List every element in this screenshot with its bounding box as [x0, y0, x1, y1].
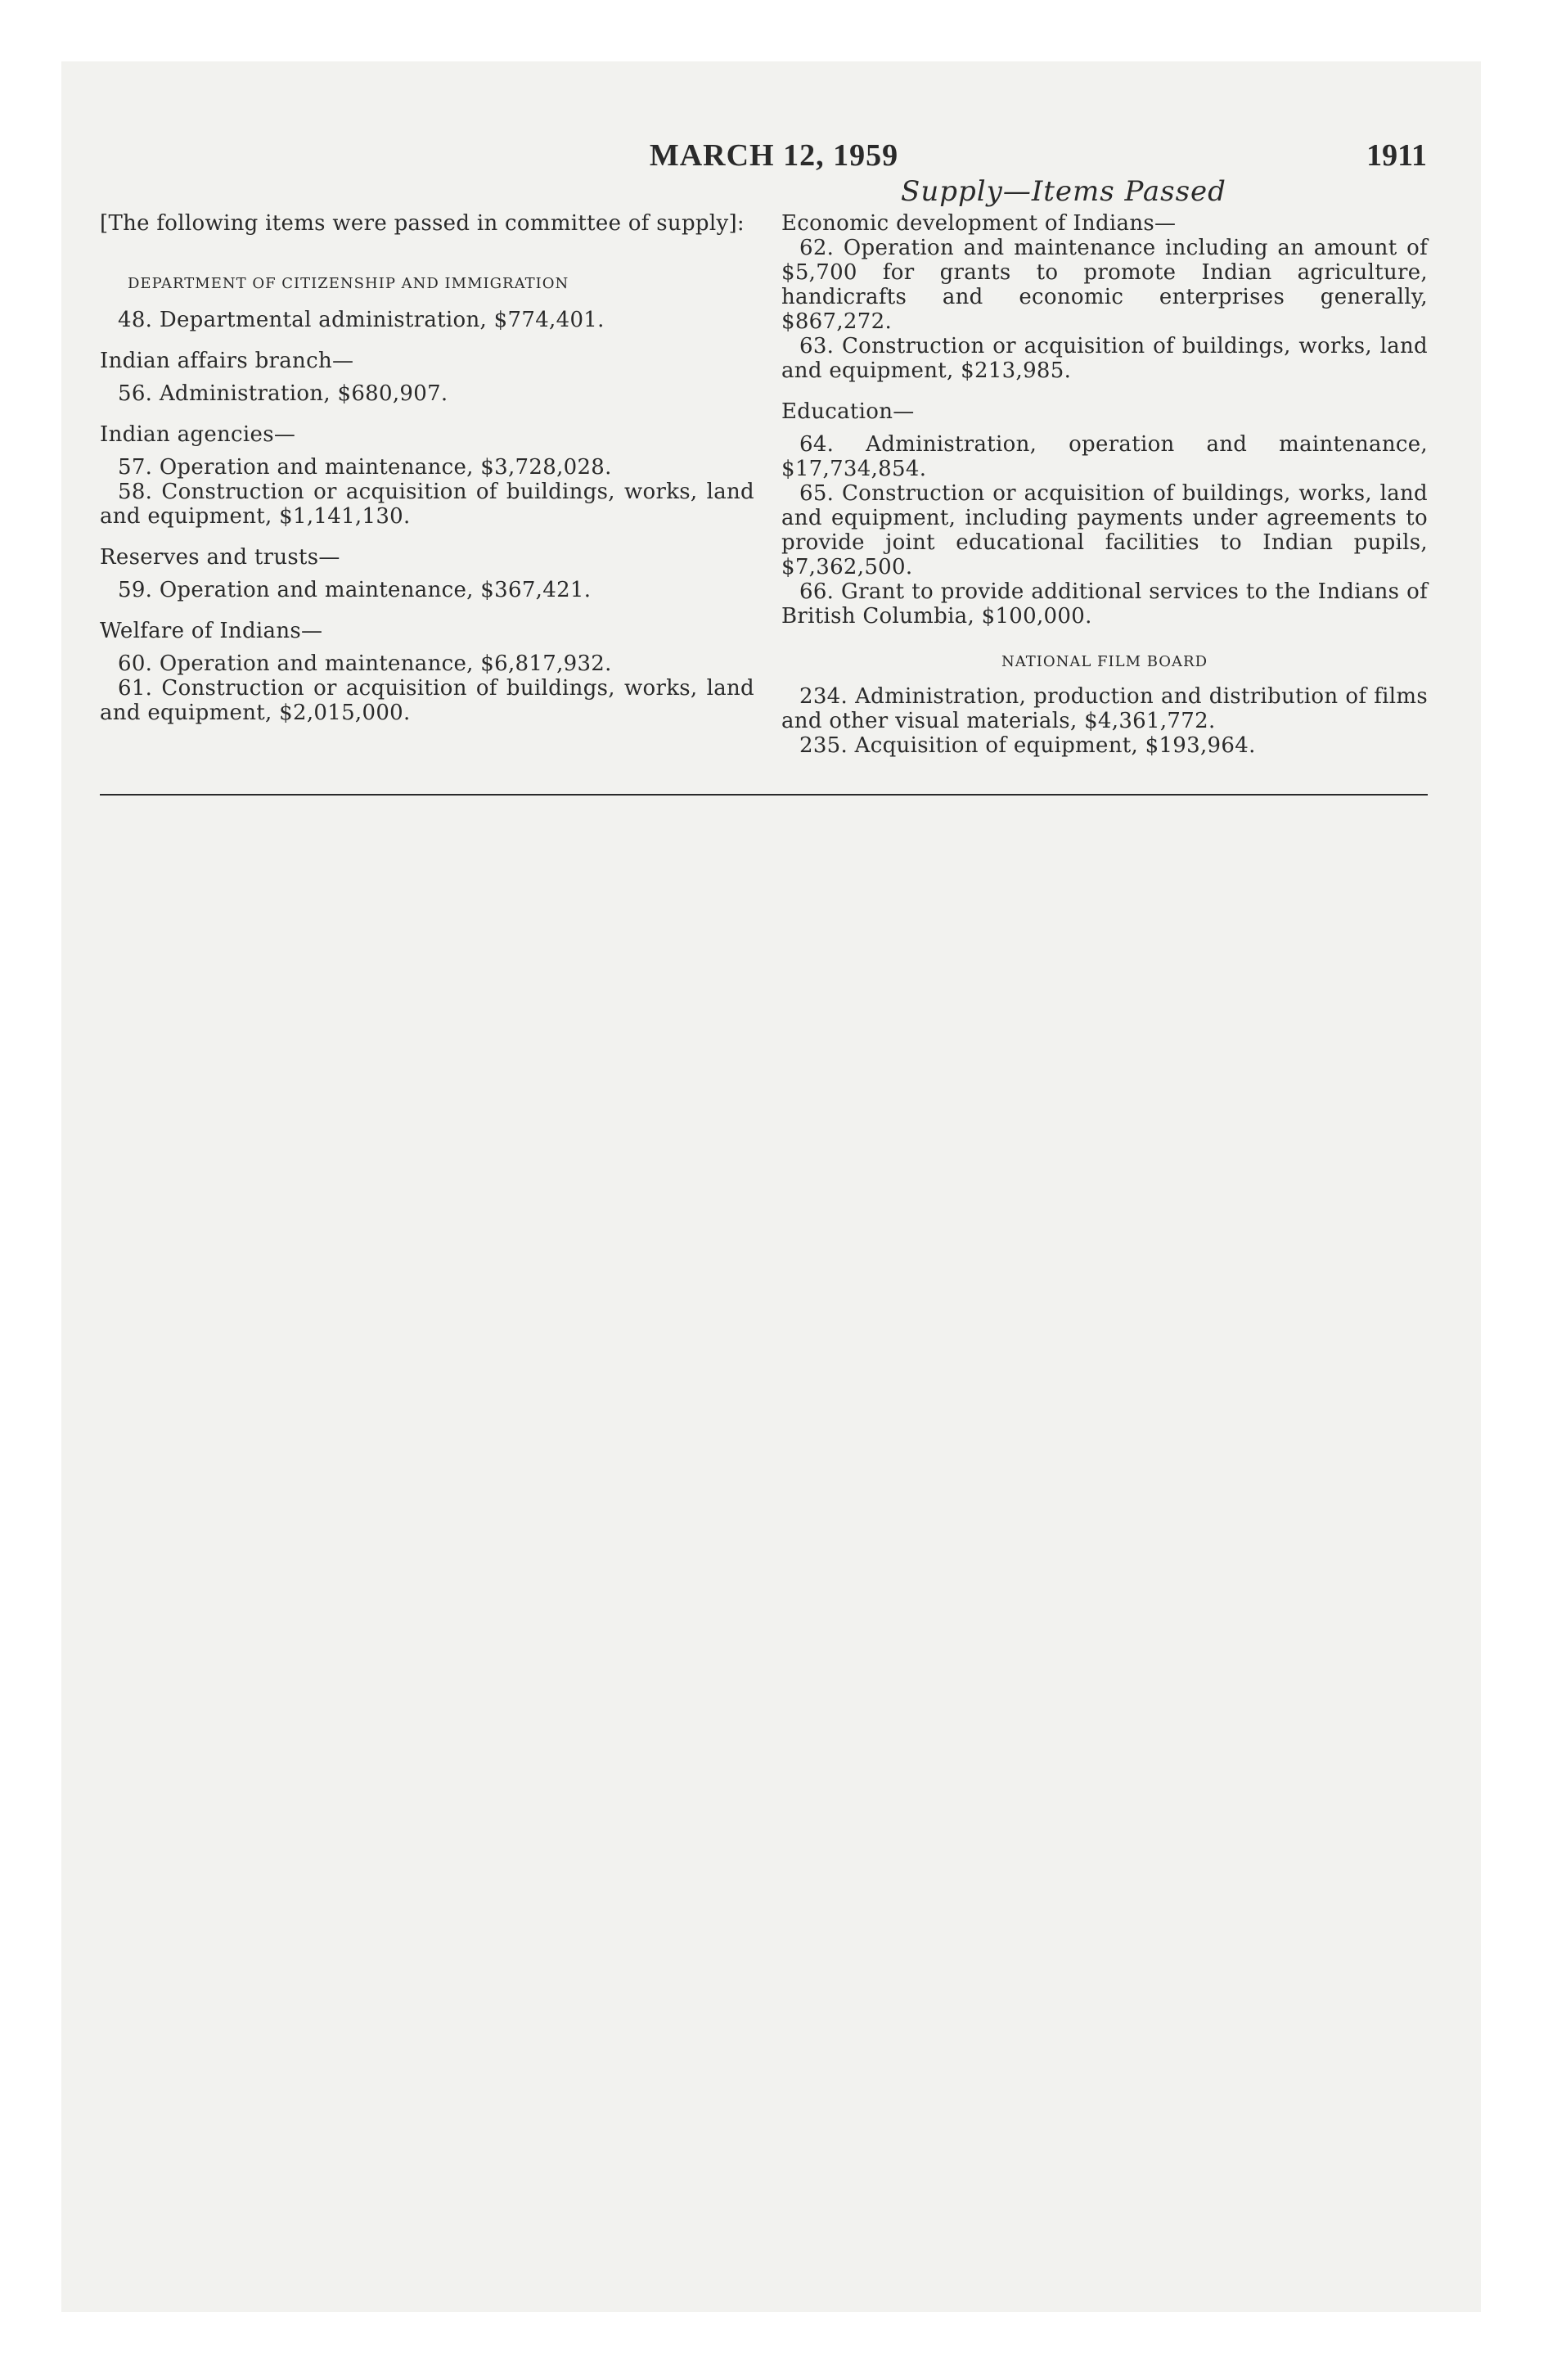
- section-divider-rule: [100, 794, 1428, 796]
- left-column: [100, 211, 754, 725]
- item-64: 64. Administration, operation and maintenance, $17,734,854.: [781, 432, 1428, 481]
- section-heading-economic: Economic development of Indians—: [781, 211, 1177, 236]
- intro-text: [The following items were passed in committee of supply]:: [100, 211, 745, 236]
- section-heading-welfare: Welfare of Indians—: [100, 619, 323, 643]
- page-number: 1911: [1366, 138, 1427, 173]
- item-62: 62. Operation and maintenance including an amount of $5,700 for grants to promote Indian agriculture, handicrafts and economic enterprises generally, $867,272.: [781, 236, 1428, 334]
- section-heading-indian-affairs: Indian affairs branch—: [100, 349, 354, 373]
- section-heading-education: Education—: [781, 399, 915, 424]
- item-48: 48. Departmental administration, $774,401.: [118, 308, 605, 332]
- item-60: 60. Operation and maintenance, $6,817,932.: [118, 651, 612, 676]
- page-subtitle: Supply—Items Passed: [901, 175, 1226, 208]
- item-234: 234. Administration, production and distribution of films and other visual materials, $4,361,772.: [781, 684, 1428, 733]
- item-63: 63. Construction or acquisition of buildings, works, land and equipment, $213,985.: [781, 334, 1428, 383]
- item-58: 58. Construction or acquisition of buildings, works, land and equipment, $1,141,130.: [100, 480, 754, 529]
- item-235: 235. Acquisition of equipment, $193,964.: [799, 733, 1256, 758]
- item-65: 65. Construction or acquisition of buildings, works, land and equipment, including payments under agreements to provide joint educational facilities to Indian pupils, $7,362,500.: [781, 481, 1428, 579]
- item-66: 66. Grant to provide additional services to the Indians of British Columbia, $100,000.: [781, 579, 1428, 629]
- page-header-date: MARCH 12, 1959: [649, 138, 899, 173]
- section-heading-reserves: Reserves and trusts—: [100, 545, 340, 570]
- department-heading-film-board: NATIONAL FILM BOARD: [1001, 653, 1208, 670]
- item-57: 57. Operation and maintenance, $3,728,028.: [118, 455, 612, 480]
- item-59: 59. Operation and maintenance, $367,421.: [118, 578, 592, 602]
- item-56: 56. Administration, $680,907.: [118, 381, 448, 406]
- section-heading-indian-agencies: Indian agencies—: [100, 422, 296, 447]
- right-column: [781, 211, 1428, 758]
- department-heading: DEPARTMENT OF CITIZENSHIP AND IMMIGRATION: [128, 275, 569, 292]
- item-61: 61. Construction or acquisition of buildings, works, land and equipment, $2,015,000.: [100, 676, 754, 725]
